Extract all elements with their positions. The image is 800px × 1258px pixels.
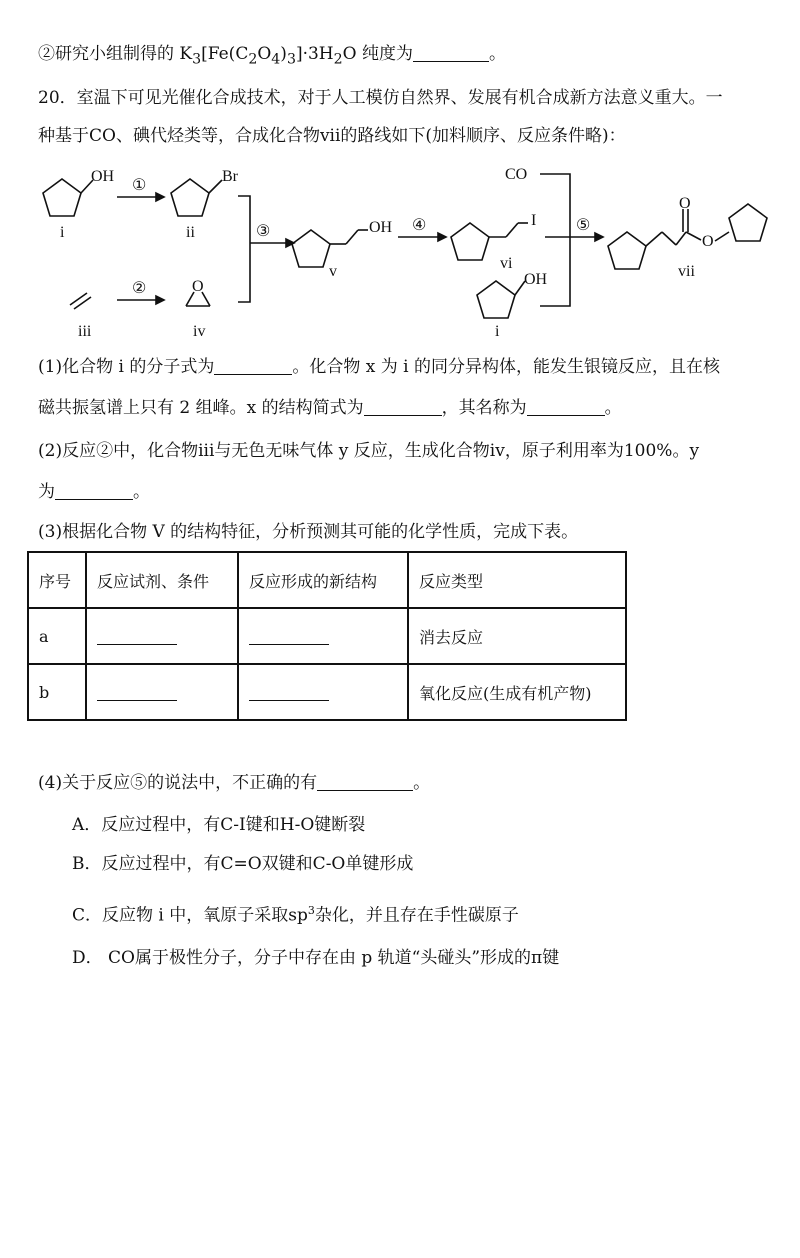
answer-blank[interactable] — [214, 356, 292, 375]
ring-vi — [451, 223, 489, 260]
q20-line-1: 20．室温下可见光催化合成技术，对于人工模仿自然界、发展有机合成新方法意义重大。一 — [38, 88, 723, 108]
answer-blank[interactable] — [249, 682, 329, 701]
reaction-type: 消去反应 — [408, 608, 626, 664]
answer-blank[interactable] — [97, 682, 177, 701]
step-5: ⑤ — [576, 217, 591, 234]
row-id: b — [28, 664, 86, 720]
answer-blank[interactable] — [97, 626, 177, 645]
table-row — [28, 664, 626, 720]
table-header-row — [28, 552, 626, 608]
oh-i: OH — [91, 168, 115, 185]
o-ester: O — [702, 233, 714, 250]
ring-ii — [171, 179, 209, 216]
label-i-second: i — [495, 323, 500, 340]
property-table — [27, 551, 627, 721]
q2-line-2: 为 。 — [38, 482, 150, 502]
option-d[interactable]: D． CO属于极性分子，分子中存在由 p 轨道“头碰头”形成的π键 — [72, 948, 560, 968]
answer-blank[interactable] — [413, 43, 489, 62]
prev-item-text: 研究小组制得的 — [55, 44, 174, 64]
step-1: ① — [132, 177, 147, 194]
co: CO — [505, 166, 528, 183]
prev-item-line: ②研究小组制得的 $K_3[Fe(C_2O_4)_3]\cdot 3H_2O$ 纯度为 。 — [38, 44, 506, 68]
formula: $K_3[Fe(C_2O_4)_3]\cdot 3H_2O$ — [179, 44, 357, 68]
ring-vii-right — [729, 204, 767, 241]
reagent-cell — [86, 608, 238, 664]
o-carbonyl: O — [679, 195, 691, 212]
label-iii: iii — [78, 323, 92, 340]
prev-item-tail: 纯度为 — [362, 44, 413, 64]
br-ii: Br — [222, 168, 238, 185]
ring-i — [43, 179, 81, 216]
structure-cell — [238, 664, 408, 720]
table-row — [28, 608, 626, 664]
table-header: 反应形成的新结构 — [238, 552, 408, 608]
answer-blank[interactable] — [527, 397, 605, 416]
label-vii: vii — [678, 263, 695, 280]
reagent-cell — [86, 664, 238, 720]
iodine-vi: I — [531, 212, 537, 229]
option-b[interactable]: B．反应过程中，有C=O双键和C-O单键形成 — [72, 854, 414, 874]
step-2: ② — [132, 280, 147, 297]
row-id: a — [28, 608, 86, 664]
q3-line: (3)根据化合物 V 的结构特征，分析预测其可能的化学性质，完成下表。 — [38, 522, 579, 542]
ring-i-second — [477, 281, 515, 318]
table-header: 序号 — [28, 552, 86, 608]
reaction-type: 氧化反应(生成有机产物) — [408, 664, 626, 720]
option-a[interactable]: A．反应过程中，有C-I键和H-O键断裂 — [72, 815, 366, 835]
label-vi: vi — [500, 255, 513, 272]
circle-number: ② — [38, 44, 55, 64]
answer-blank[interactable] — [249, 626, 329, 645]
reaction-scheme — [0, 160, 800, 350]
step-3: ③ — [256, 223, 271, 240]
table-header: 反应类型 — [408, 552, 626, 608]
structure-cell — [238, 608, 408, 664]
q1-line-1: (1)化合物 i 的分子式为 。化合物 x 为 i 的同分异构体，能发生银镜反应，且在核 — [38, 357, 720, 377]
step-4: ④ — [412, 217, 427, 234]
table-header: 反应试剂、条件 — [86, 552, 238, 608]
q4-line: (4)关于反应⑤的说法中，不正确的有 。 — [38, 773, 431, 793]
answer-blank[interactable] — [317, 772, 413, 791]
label-v: v — [329, 263, 337, 280]
q1-line-2: 磁共振氢谱上只有 2 组峰。x 的结构简式为 ，其名称为 。 — [38, 398, 622, 418]
o-epoxide: O — [192, 278, 204, 295]
oh-v: OH — [369, 219, 393, 236]
label-i: i — [60, 224, 65, 241]
q20-line-2: 种基于CO、碘代烃类等，合成化合物vii的路线如下(加料顺序、反应条件略)： — [38, 126, 626, 146]
ring-vii-left — [608, 232, 646, 269]
oh-i-second: OH — [524, 271, 548, 288]
answer-blank[interactable] — [55, 481, 133, 500]
answer-blank[interactable] — [364, 397, 442, 416]
ring-v — [292, 230, 330, 267]
label-iv: iv — [193, 323, 206, 340]
q2-line-1: (2)反应②中，化合物iii与无色无味气体 y 反应，生成化合物iv，原子利用率为100%。y — [38, 441, 700, 461]
option-c[interactable]: C．反应物 i 中，氧原子采取$sp^3$杂化，并且存在手性碳原子 — [72, 904, 519, 926]
label-ii: ii — [186, 224, 195, 241]
